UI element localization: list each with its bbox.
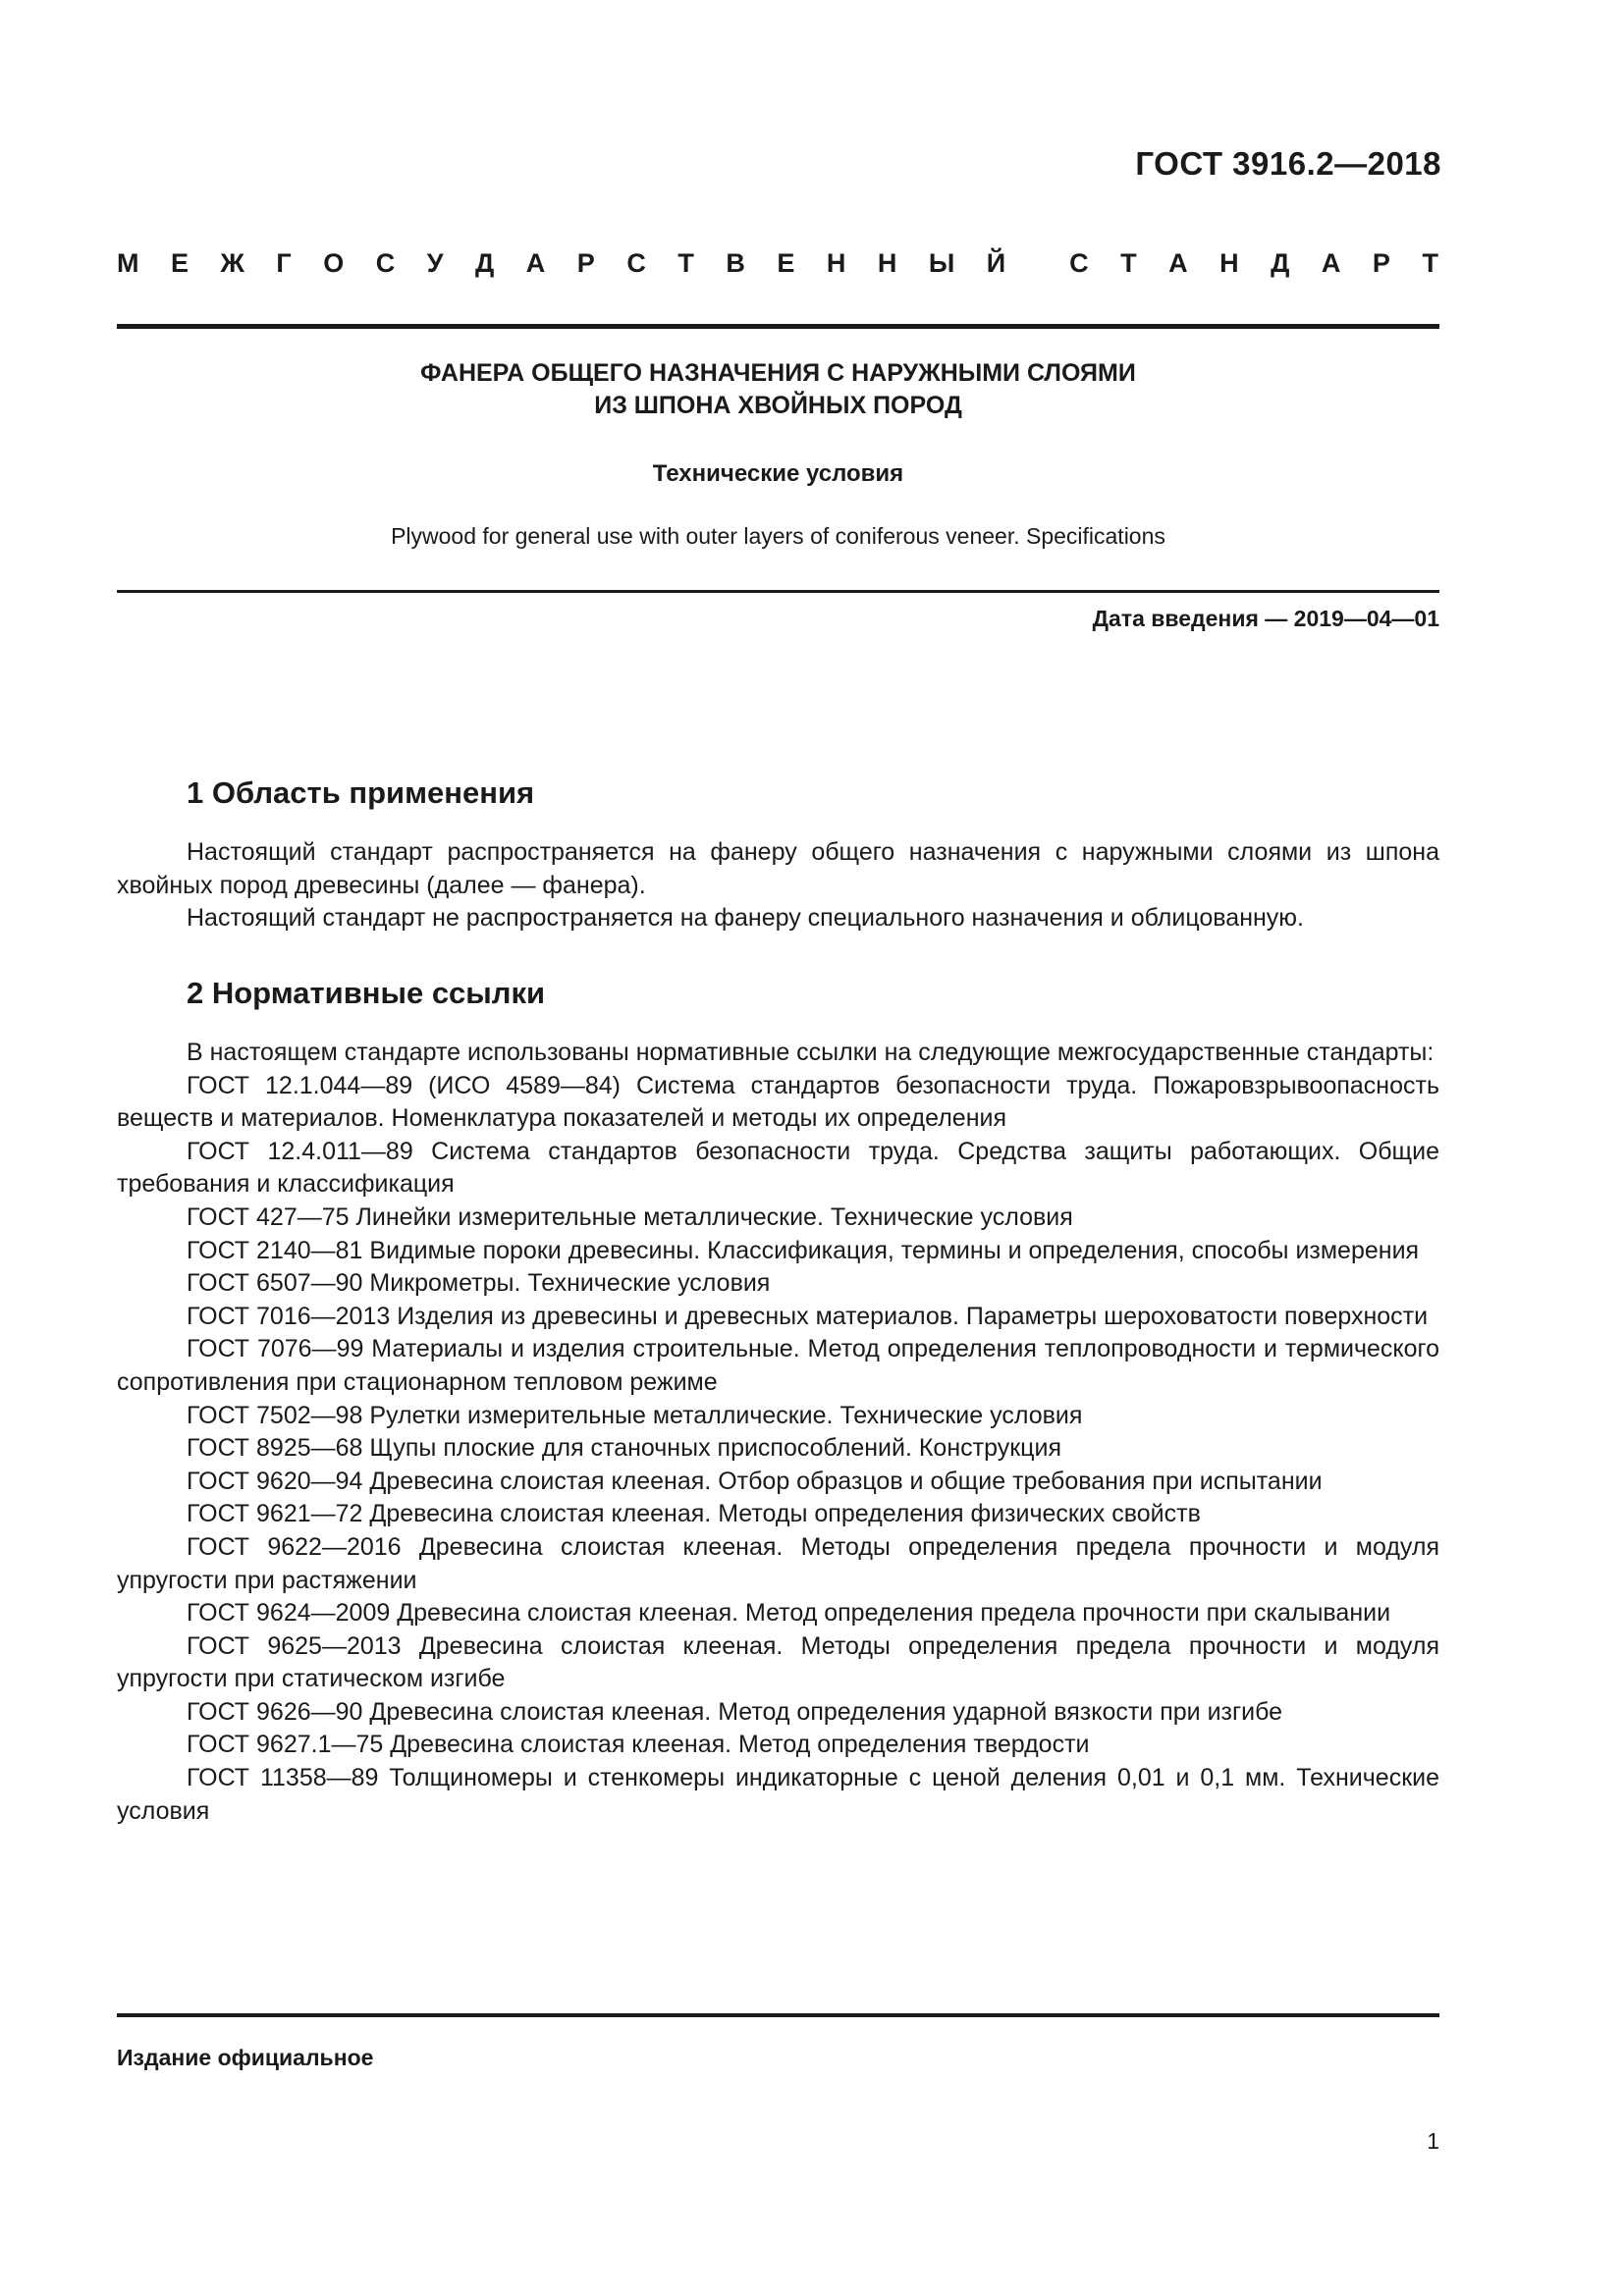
paragraph: ГОСТ 7016—2013 Изделия из древесины и древесных материалов. Параметры шероховатости поверхности (187, 1302, 1429, 1330)
paragraph: ГОСТ 7076—99 Материалы и изделия строительные. Метод определения теплопроводности и термического сопротивления при стационарном тепловом режиме (117, 1335, 1439, 1396)
banner-letter: Т (677, 248, 694, 278)
banner-letter: М (117, 248, 139, 278)
footer-divider (117, 2013, 1439, 2017)
banner-letter: Н (1219, 248, 1239, 278)
document-title-line-2: ИЗ ШПОНА ХВОЙНЫХ ПОРОД (594, 392, 962, 419)
interstate-standard-banner (117, 248, 1438, 279)
banner-letter: А (525, 248, 546, 278)
banner-letter: Е (171, 248, 189, 278)
banner-letter: С (375, 248, 396, 278)
page-number: 1 (1427, 2128, 1439, 2154)
paragraph: ГОСТ 9627.1—75 Древесина слоистая клееная. Метод определения твердости (187, 1731, 1090, 1759)
banner-letter: Д (1271, 248, 1290, 278)
title-divider (117, 590, 1439, 593)
header-divider (117, 324, 1439, 329)
banner-letter: Р (1372, 248, 1390, 278)
banner-letter: У (426, 248, 444, 278)
banner-letter: Е (777, 248, 795, 278)
official-edition-label: Издание официальное (117, 2045, 374, 2070)
banner-letter: Й (986, 248, 1006, 278)
document-english-title: Plywood for general use with outer layers of coniferous veneer. Specifications (391, 523, 1165, 549)
banner-letter: В (726, 248, 745, 278)
paragraph: Настоящий стандарт не распространяется на фанеру специального назначения и облицованную. (187, 904, 1305, 933)
banner-letter: С (1069, 248, 1089, 278)
paragraph: ГОСТ 6507—90 Микрометры. Технические условия (187, 1269, 771, 1298)
paragraph: ГОСТ 8925—68 Щупы плоские для станочных приспособлений. Конструкция (187, 1434, 1061, 1463)
paragraph: ГОСТ 9622—2016 Древесина слоистая клееная. Методы определения предела прочности и модуля упругости при растяжении (117, 1532, 1439, 1594)
banner-letter: Ж (220, 248, 244, 278)
section-heading-normative-references: 2 Нормативные ссылки (187, 976, 546, 1010)
paragraph: ГОСТ 12.1.044—89 (ИСО 4589—84) Система стандартов безопасности труда. Пожаровзрывоопасность веществ и материалов. Номенклатура показателей и методы их определения (117, 1071, 1439, 1133)
paragraph: ГОСТ 2140—81 Видимые пороки древесины. Классификация, термины и определения, способы измерения (187, 1236, 1420, 1264)
banner-letter: Ы (928, 248, 955, 278)
section-scope-body (117, 836, 1439, 935)
banner-letter: Т (1120, 248, 1137, 278)
paragraph: ГОСТ 7502—98 Рулетки измерительные металлические. Технические условия (187, 1401, 1083, 1429)
paragraph: ГОСТ 427—75 Линейки измерительные металлические. Технические условия (187, 1202, 1073, 1231)
document-title (117, 357, 1439, 422)
banner-letter: Т (1422, 248, 1438, 278)
paragraph: ГОСТ 11358—89 Толщиномеры и стенкомеры индикаторные с ценой деления 0,01 и 0,1 мм. Технические условия (117, 1764, 1439, 1825)
paragraph: ГОСТ 9626—90 Древесина слоистая клееная. Метод определения ударной вязкости при изгибе (187, 1697, 1283, 1726)
paragraph: В настоящем стандарте использованы нормативные ссылки на следующие межгосударственные стандарты: (187, 1039, 1435, 1066)
banner-letter: О (323, 248, 345, 278)
banner-letter: Н (826, 248, 846, 278)
banner-letter: Г (276, 248, 292, 278)
paragraph: ГОСТ 9624—2009 Древесина слоистая клееная. Метод определения предела прочности при скалывании (187, 1599, 1391, 1628)
banner-letter: А (1168, 248, 1188, 278)
section-heading-scope: 1 Область применения (187, 775, 535, 810)
paragraph: ГОСТ 12.4.011—89 Система стандартов безопасности труда. Средства защиты работающих. Общие требования и классификация (117, 1137, 1439, 1199)
paragraph: ГОСТ 9620—94 Древесина слоистая клееная. Отбор образцов и общие требования при испытании (187, 1467, 1323, 1495)
document-title-line-1: ФАНЕРА ОБЩЕГО НАЗНАЧЕНИЯ С НАРУЖНЫМИ СЛОЯМИ (420, 359, 1136, 387)
section-references-body (117, 1037, 1439, 1828)
banner-letter: А (1321, 248, 1341, 278)
banner-letter: Н (877, 248, 897, 278)
gost-number: ГОСТ 3916.2—2018 (1135, 145, 1441, 182)
paragraph: ГОСТ 9625—2013 Древесина слоистая клееная. Методы определения предела прочности и модуля упругости при статическом изгибе (117, 1631, 1439, 1693)
banner-letter: Р (576, 248, 595, 278)
introduction-date: Дата введения — 2019—04—01 (1092, 606, 1439, 631)
document-subtitle: Технические условия (652, 460, 904, 487)
paragraph: ГОСТ 9621—72 Древесина слоистая клееная. Методы определения физических свойств (187, 1500, 1201, 1528)
banner-letter: С (626, 248, 646, 278)
banner-letter: Д (475, 248, 495, 278)
paragraph: Настоящий стандарт распространяется на фанеру общего назначения с наружными слоями из шпона хвойных пород древесины (далее — фанера). (117, 838, 1439, 899)
